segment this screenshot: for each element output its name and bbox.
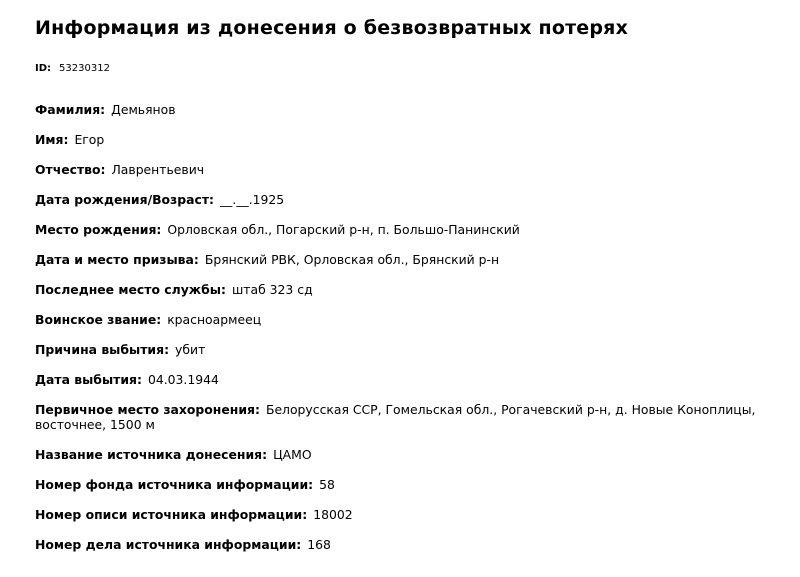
field-label: Номер фонда источника информации : <box>35 477 313 492</box>
record-id-value: 53230312 <box>59 63 110 74</box>
field-conscription <box>35 252 790 267</box>
field-loss-date <box>35 372 790 387</box>
field-first-name <box>35 132 790 147</box>
field-label: Воинское звание : <box>35 312 161 327</box>
field-value: ЦАМО <box>273 447 312 462</box>
field-value: Егор <box>74 132 105 147</box>
field-label: Название источника донесения : <box>35 447 267 462</box>
field-military-rank <box>35 312 790 327</box>
field-value: __.__.1925 <box>219 192 285 207</box>
field-value: 18002 <box>313 507 353 522</box>
field-loss-reason <box>35 342 790 357</box>
field-surname <box>35 102 790 117</box>
field-source-name <box>35 447 790 462</box>
field-value: Брянский РВК, Орловская обл., Брянский р-н <box>204 252 500 267</box>
page-title: Информация из донесения о безвозвратных потерях <box>35 17 629 39</box>
field-value: Демьянов <box>111 102 176 117</box>
field-label: Дата рождения/Возраст : <box>35 192 214 207</box>
record-id-label: ID: <box>35 63 52 74</box>
field-value: Белорусская ССР, Гомельская обл., Рогачевский р-н, д. Новые Коноплицы, восточнее, 1500 м <box>35 402 756 432</box>
field-birth-date <box>35 192 790 207</box>
field-label: Отчество : <box>35 162 105 177</box>
field-value: убит <box>175 342 206 357</box>
field-label: Причина выбытия : <box>35 342 169 357</box>
field-label: Фамилия : <box>35 102 105 117</box>
field-value: Лаврентьевич <box>111 162 205 177</box>
field-patronymic <box>35 162 790 177</box>
field-label: Место рождения : <box>35 222 161 237</box>
field-birth-place <box>35 222 790 237</box>
field-value: 58 <box>319 477 335 492</box>
field-value: 04.03.1944 <box>147 372 219 387</box>
field-label: Номер описи источника информации : <box>35 507 307 522</box>
field-value: 168 <box>307 537 331 552</box>
record-id <box>35 63 110 74</box>
field-inventory-number <box>35 507 790 522</box>
field-last-service-place <box>35 282 790 297</box>
field-label: Номер дела источника информации : <box>35 537 301 552</box>
field-label: Первичное место захоронения : <box>35 402 260 417</box>
field-burial-place <box>35 402 790 432</box>
field-label: Имя : <box>35 132 68 147</box>
field-label: Дата выбытия : <box>35 372 142 387</box>
field-value: штаб 323 сд <box>231 282 313 297</box>
field-file-number <box>35 537 790 552</box>
field-value: Орловская обл., Погарский р-н, п. Большо-Панинский <box>167 222 520 237</box>
field-label: Последнее место службы : <box>35 282 226 297</box>
field-value: красноармеец <box>167 312 262 327</box>
field-label: Дата и место призыва : <box>35 252 199 267</box>
record-fields <box>35 102 790 567</box>
field-fond-number <box>35 477 790 492</box>
